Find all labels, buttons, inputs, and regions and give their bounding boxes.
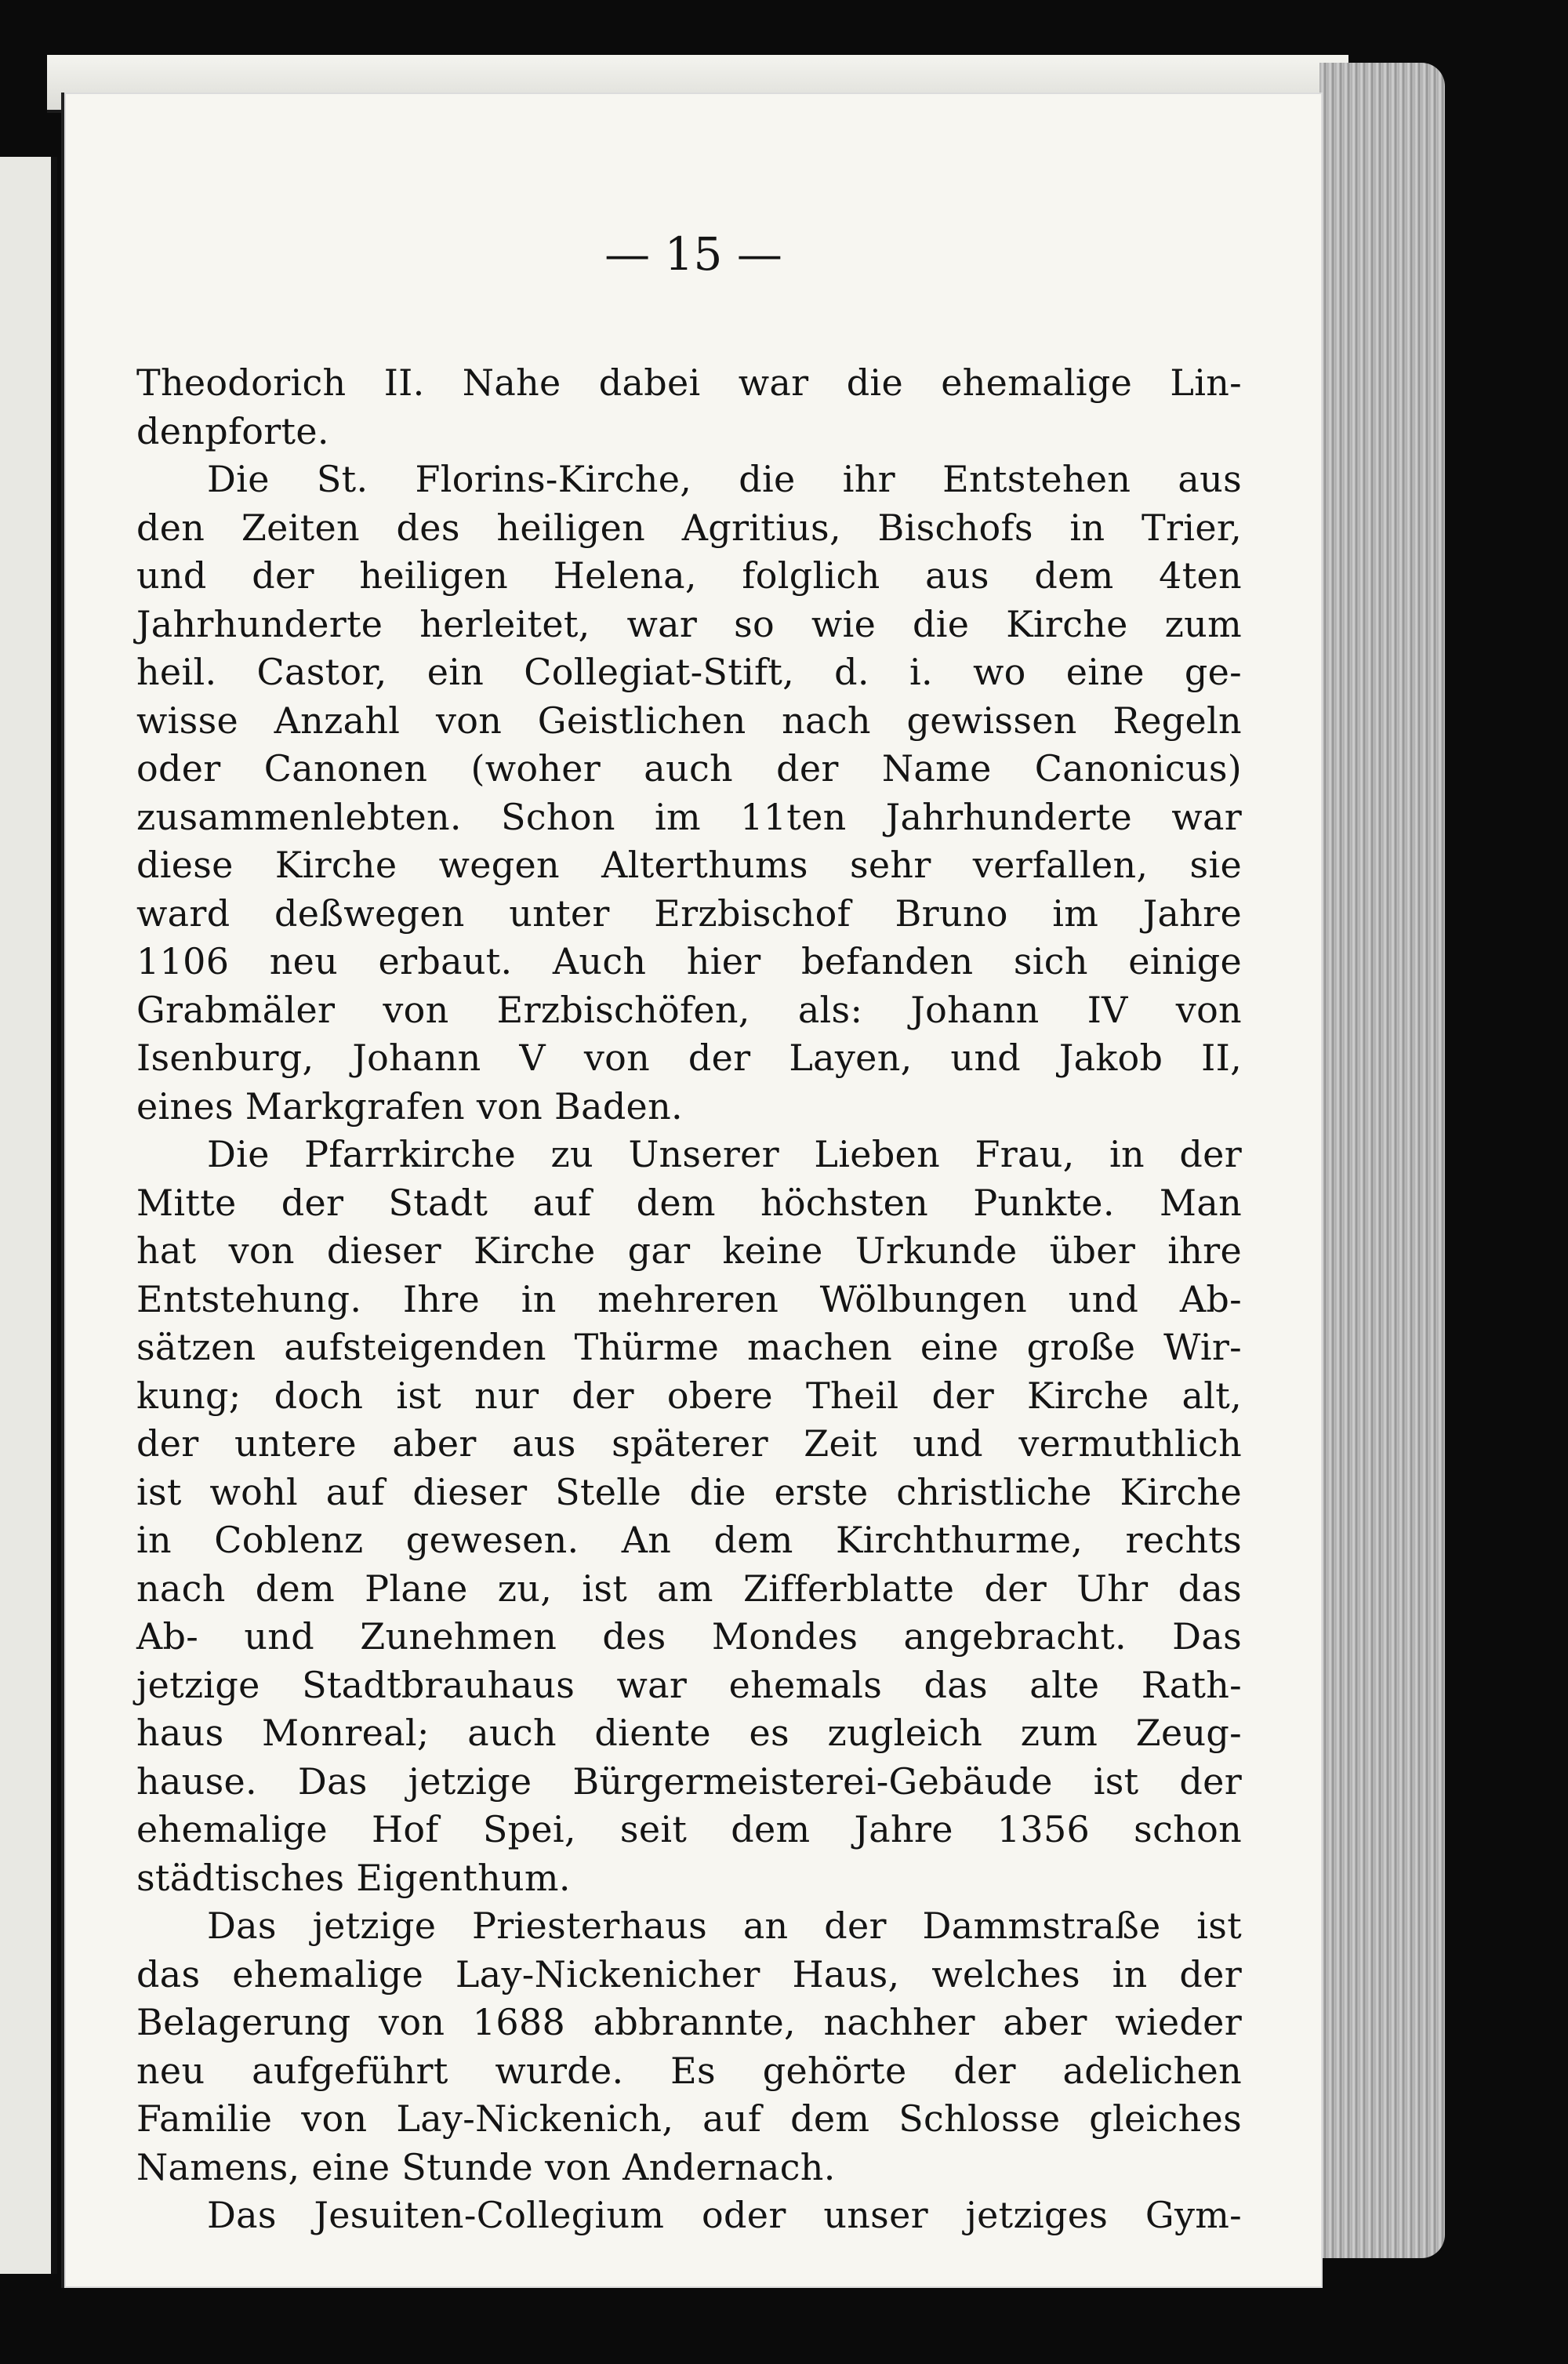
text-line: Jahrhunderte herleitet, war so wie die Kirche zum <box>136 602 1242 645</box>
text-line: ist wohl auf dieser Stelle die erste christliche Kirche <box>136 1470 1242 1513</box>
text-line: städtisches Eigenthum. <box>136 1856 571 1899</box>
text-line: Grabmäler von Erzbischöfen, als: Johann IV von <box>136 988 1242 1031</box>
text-line: der untere aber aus späterer Zeit und vermuthlich <box>136 1422 1242 1465</box>
text-line: 1106 neu erbaut. Auch hier befanden sich einige <box>136 940 1242 982</box>
text-line: und der heiligen Helena, folglich aus dem 4ten <box>136 554 1242 597</box>
text-line: ehemalige Hof Spei, seit dem Jahre 1356 schon <box>136 1808 1242 1850</box>
text-line: oder Canonen (woher auch der Name Canonicus) <box>136 747 1242 790</box>
text-line: neu aufgeführt wurde. Es gehörte der adelichen <box>136 2049 1242 2092</box>
text-line: hause. Das jetzige Bürgermeisterei-Gebäude ist der <box>136 1759 1242 1803</box>
text-line: das ehemalige Lay-Nickenicher Haus, welches in der <box>136 1952 1242 1995</box>
text-line: haus Monreal; auch diente es zugleich zum Zeug- <box>136 1712 1242 1754</box>
book-page <box>61 93 1323 2288</box>
text-line: Mitte der Stadt auf dem höchsten Punkte. Man <box>136 1181 1242 1224</box>
text-line: Familie von Lay-Nickenich, auf dem Schlosse gleiches <box>136 2097 1242 2140</box>
text-line: diese Kirche wegen Alterthums sehr verfallen, sie <box>136 844 1242 886</box>
text-line: nach dem Plane zu, ist am Zifferblatte der Uhr das <box>136 1567 1242 1610</box>
text-line: Ab- und Zunehmen des Mondes angebracht. Das <box>136 1615 1242 1658</box>
text-line: Isenburg, Johann V von der Layen, und Jakob II, <box>136 1037 1242 1079</box>
text-line: ward deßwegen unter Erzbischof Bruno im Jahre <box>136 891 1242 935</box>
text-line: eines Markgrafen von Baden. <box>136 1084 683 1128</box>
text-line: hat von dieser Kirche gar keine Urkunde über ihre <box>136 1229 1242 1272</box>
text-line: Namens, eine Stunde von Andernach. <box>136 2145 836 2188</box>
facing-page-edge <box>0 157 57 2274</box>
text-line: den Zeiten des heiligen Agritius, Bischofs in Trier, <box>136 506 1242 549</box>
text-line: denpforte. <box>136 409 329 452</box>
text-line: Das jetzige Priesterhaus an der Dammstraße ist <box>207 1905 1242 1947</box>
text-line: zusammenlebten. Schon im 11ten Jahrhunderte war <box>136 795 1242 838</box>
text-line: wisse Anzahl von Geistlichen nach gewissen Regeln <box>136 699 1242 742</box>
text-line: jetzige Stadtbrauhaus war ehemals das alte Rath- <box>136 1663 1242 1706</box>
page-stack-edge <box>1319 63 1445 2258</box>
text-line: Belagerung von 1688 abbrannte, nachher aber wieder <box>136 2001 1242 2043</box>
text-line: Theodorich II. Nahe dabei war die ehemalige Lin- <box>136 361 1242 404</box>
body-text <box>136 359 1242 2240</box>
text-line: kung; doch ist nur der obere Theil der Kirche alt, <box>136 1374 1242 1417</box>
page-number-header: — 15 — <box>604 227 782 281</box>
text-line: heil. Castor, ein Collegiat-Stift, d. i. wo eine ge- <box>136 651 1242 693</box>
text-line: Das Jesuiten-Collegium oder unser jetziges Gym- <box>207 2194 1242 2236</box>
text-line: Die Pfarrkirche zu Unserer Lieben Frau, in der <box>207 1133 1242 1175</box>
text-line: Entstehung. Ihre in mehreren Wölbungen und Ab- <box>136 1277 1242 1320</box>
text-line: in Coblenz gewesen. An dem Kirchthurme, rechts <box>136 1519 1242 1561</box>
text-line: sätzen aufsteigenden Thürme machen eine große Wir- <box>136 1326 1242 1368</box>
text-line: Die St. Florins-Kirche, die ihr Entstehen aus <box>207 458 1242 500</box>
